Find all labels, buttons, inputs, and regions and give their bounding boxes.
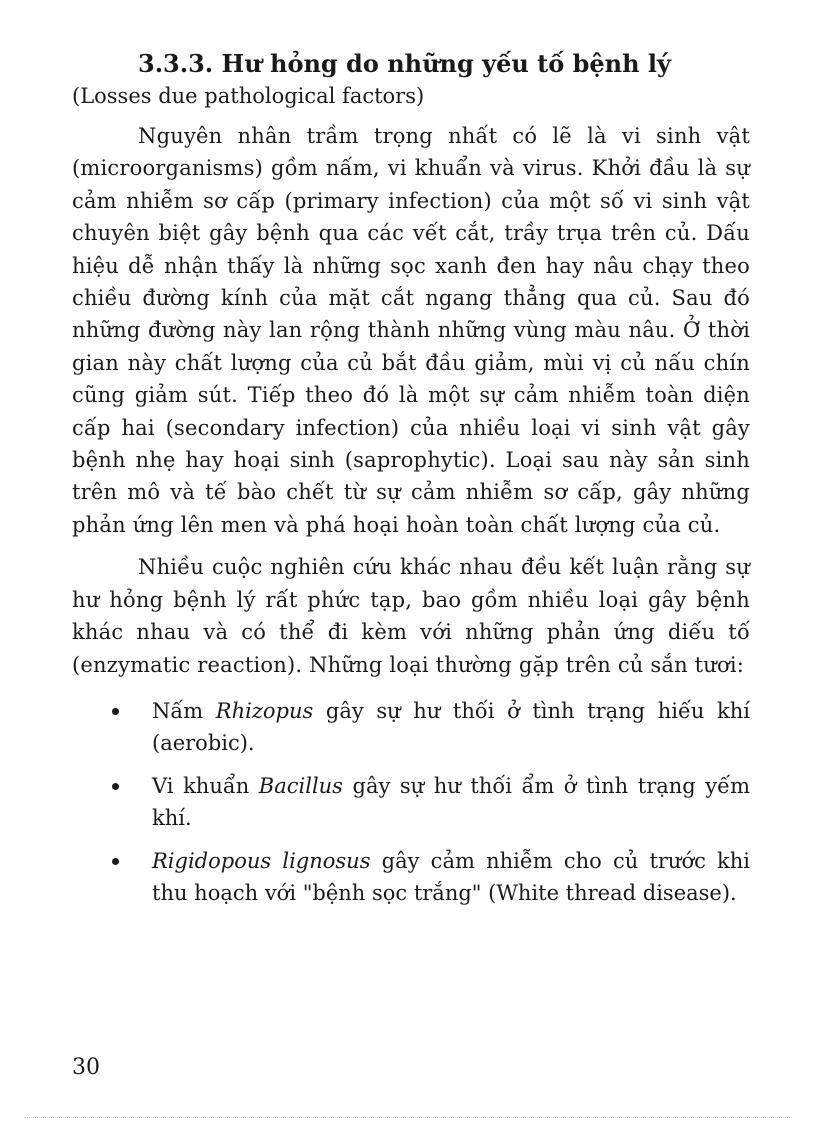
bullet-icon [112, 708, 119, 715]
bullet-lead-text: Vi khuẩn [152, 773, 259, 798]
paragraph-research-conclusion: Nhiều cuộc nghiên cứu khác nhau đều kết luận rằng sự hư hỏng bệnh lý rất phức tạp, bao gồm nhiều loại gây bệnh khác nhau và có thể đi kèm với những phản ứng diếu tố (enzymatic reaction). Những loại thường gặp trên củ sắn tươi: [72, 555, 750, 677]
paragraph-pathology-causes: Nguyên nhân trầm trọng nhất có lẽ là vi sinh vật (microorganisms) gồm nấm, vi khuẩn và virus. Khởi đầu là sự cảm nhiễm sơ cấp (primary infection) của một số vi sinh vật chuyên biệt gây bệnh qua các vết cắt, trầy trụa trên củ. Dấu hiệu dễ nhận thấy là những sọc xanh đen hay nâu chạy theo chiều đường kính của mặt cắt ngang thẳng qua củ. Sau đó những đường này lan rộng thành những vùng màu nâu. Ở thời gian này chất lượng của củ bắt đầu giảm, mùi vị củ nấu chín cũng giảm sút. Tiếp theo đó là một sự cảm nhiễm toàn diện cấp hai (secondary infection) của nhiều loại vi sinh vật gây bệnh nhẹ hay hoại sinh (saprophytic). Loại sau này sản sinh trên mô và tế bào chết từ sự cảm nhiễm sơ cấp, gây những phản ứng lên men và phá hoại hoàn toàn chất lượng của củ. [72, 124, 750, 537]
document-page [72, 48, 750, 919]
section-number: 3.3.3. [138, 49, 214, 78]
scientific-name: Rhizopus [215, 698, 314, 723]
bottom-divider [24, 1117, 792, 1118]
bullet-rest-text: gây sự hư thối ẩm ở tình trạng yếm khí. [152, 773, 750, 831]
bullet-rest-text: gây sự hư thối ở tình trạng hiếu khí (aerobic). [152, 698, 750, 756]
list-item [72, 845, 750, 910]
bullet-rest-text: gây cảm nhiễm cho củ trước khi thu hoạch với "bệnh sọc trắng" (White thread disease). [152, 848, 751, 905]
section-heading [72, 48, 750, 112]
bullet-icon [112, 783, 119, 790]
pathogen-list [72, 695, 750, 909]
list-item [72, 695, 750, 760]
list-item [72, 770, 750, 835]
bullet-lead-text: Nấm [152, 698, 216, 723]
scientific-name: Bacillus [258, 773, 343, 798]
bullet-icon [112, 858, 119, 865]
section-subtitle: (Losses due pathological factors) [72, 84, 425, 108]
page-number: 30 [72, 1055, 100, 1080]
section-title: Hư hỏng do những yếu tố bệnh lý [221, 49, 671, 78]
scientific-name: Rigidopous lignosus [152, 848, 371, 873]
